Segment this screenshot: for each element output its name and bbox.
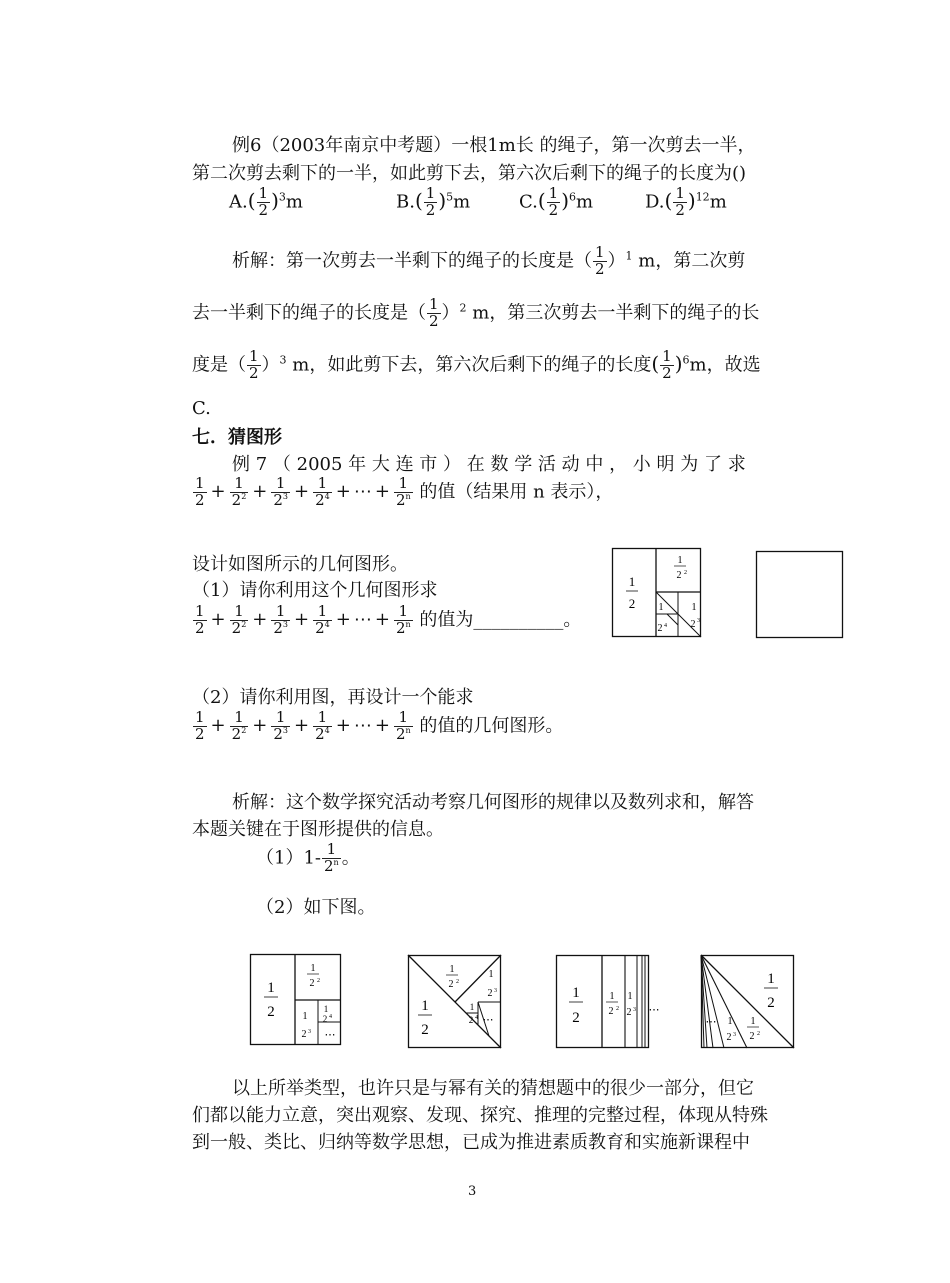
svg-text:1: 1 [691, 602, 697, 613]
svg-text:1: 1 [421, 998, 429, 1014]
svg-text:4: 4 [329, 1014, 332, 1020]
question-1: （1）请你利用这个几何图形求 [192, 580, 438, 601]
answer-1: （1）1- $\frac{1}{2^n}$ 。 [256, 840, 360, 875]
svg-text:3: 3 [633, 1007, 636, 1013]
svg-text:3: 3 [308, 1029, 311, 1035]
svg-text:1: 1 [469, 1002, 475, 1012]
svg-text:⋯: ⋯ [705, 1016, 717, 1028]
closing-line1: 以上所举类型，也许只是与幂有关的猜想题中的很少一部分，但它 [232, 1078, 754, 1099]
option-a: A.( $\frac{1}{2}$ )$^3$m [229, 184, 303, 219]
svg-text:1: 1 [323, 1004, 329, 1014]
svg-text:2: 2 [616, 1006, 619, 1012]
svg-text:2: 2 [322, 1014, 328, 1024]
svg-text:2: 2 [301, 1029, 307, 1040]
closing-line3: 到一般、类比、归纳等数学思想，已成为推进素质教育和实施新课程中 [192, 1132, 750, 1153]
example6-line2: 第二次剪去剩下的一半，如此剪下去，第六次后剩下的绳子的长度为() [192, 163, 747, 184]
svg-text:1: 1 [267, 980, 275, 996]
svg-text:2: 2 [676, 570, 682, 581]
svg-text:1: 1 [658, 602, 664, 613]
series-sum-3: $\frac{1}{2}$ + $\frac{1}{2^2}$ + $\frac{1}{2^3}$ + $\frac{1}{2^4}$ + ⋯ + $\frac{1}{2^n}$ 的值的几何图形。 [195, 708, 564, 743]
svg-text:2: 2 [448, 979, 454, 990]
svg-text:2: 2 [456, 979, 459, 985]
svg-text:1: 1 [677, 555, 683, 566]
svg-text:2: 2 [749, 1031, 755, 1042]
svg-text:⋯: ⋯ [648, 1004, 660, 1016]
svg-text:1: 1 [609, 991, 615, 1002]
svg-text:2: 2 [572, 1010, 580, 1026]
example6-line1: 例6（2003年南京中考题）一根1m长 的绳子，第一次剪去一半， [232, 135, 756, 156]
series-sum-1: $\frac{1}{2}$ + $\frac{1}{2^2}$ + $\frac{1}{2^3}$ + $\frac{1}{2^4}$ + ⋯ + $\frac{1}{2^n}$ 的值（结果用 n 表示）， [195, 474, 614, 509]
example7-solution-line2: 本题关键在于图形提供的信息。 [192, 819, 444, 840]
svg-text:2: 2 [767, 995, 775, 1011]
svg-text:2: 2 [267, 1004, 275, 1020]
example6-solution-line2: 去一半剩下的绳子的长度是（ $\frac{1}{2}$ ）$^2$ m，第三次剪去一半剩下的绳子的长 [192, 295, 760, 330]
example6-solution-line1: 析解：第一次剪去一半剩下的绳子的长度是（ $\frac{1}{2}$ ）$^1$ m，第二次剪 [232, 243, 746, 278]
svg-text:4: 4 [475, 1015, 478, 1021]
question-2: （2）请你利用图，再设计一个能求 [192, 687, 474, 708]
example6-answer: C. [192, 398, 211, 419]
svg-text:1: 1 [488, 969, 494, 980]
geometric-figure-original [612, 548, 702, 638]
answer-figure-4 [701, 955, 795, 1049]
example7-line3: 设计如图所示的几何图形。 [192, 554, 408, 575]
svg-text:2: 2 [657, 623, 663, 634]
example7-line1: 例 7 （ 2005 年 大 连 市 ） 在 数 学 活 动 中 ， 小 明 为 了 求 [232, 454, 746, 475]
example6-solution-line3: 度是（ $\frac{1}{2}$ ）$^3$ m，如此剪下去，第六次后剩下的绳子的长度( $\frac{1}{2}$ )$^6$m，故选 [192, 347, 761, 382]
svg-text:2: 2 [684, 570, 687, 576]
svg-text:4: 4 [664, 623, 667, 629]
blank-square-figure [756, 551, 844, 639]
svg-text:1: 1 [750, 1016, 756, 1027]
svg-text:1: 1 [449, 964, 455, 975]
svg-text:1: 1 [767, 971, 775, 987]
svg-text:1: 1 [572, 985, 580, 1001]
answer-figure-3 [556, 955, 660, 1049]
svg-text:2: 2 [608, 1006, 614, 1017]
svg-text:2: 2 [421, 1022, 429, 1038]
page-number: 3 [468, 1184, 477, 1199]
option-b: B.( $\frac{1}{2}$ )$^5$m [396, 184, 471, 219]
answer-figure-2 [408, 955, 502, 1049]
closing-line2: 们都以能力立意，突出观察、发现、探究、推理的完整过程，体现从特殊 [192, 1105, 768, 1126]
series-sum-2: $\frac{1}{2}$ + $\frac{1}{2^2}$ + $\frac{1}{2^3}$ + $\frac{1}{2^4}$ + ⋯ + $\frac{1}{2^n}$ 的值为__________。 [195, 602, 582, 637]
svg-text:2: 2 [487, 988, 493, 999]
svg-text:⋯: ⋯ [482, 1014, 494, 1026]
svg-text:2: 2 [626, 1007, 632, 1018]
svg-text:1: 1 [302, 1011, 308, 1022]
svg-text:3: 3 [733, 1032, 736, 1038]
answer-2: （2）如下图。 [256, 897, 376, 918]
example7-solution-line1: 析解：这个数学探究活动考察几何图形的规律以及数列求和，解答 [232, 792, 754, 813]
svg-text:1: 1 [727, 1016, 733, 1027]
svg-text:2: 2 [309, 978, 315, 989]
svg-text:2: 2 [317, 978, 320, 984]
option-d: D.( $\frac{1}{2}$ )$^{12}$m [645, 184, 727, 219]
svg-text:1: 1 [628, 574, 636, 589]
svg-text:3: 3 [697, 618, 700, 624]
option-c: C.( $\frac{1}{2}$ )$^6$m [519, 184, 594, 219]
svg-text:3: 3 [494, 988, 497, 994]
svg-text:2: 2 [757, 1031, 760, 1037]
svg-text:2: 2 [468, 1015, 474, 1025]
svg-text:1: 1 [627, 991, 633, 1002]
svg-text:2: 2 [726, 1032, 732, 1043]
svg-text:1: 1 [310, 963, 316, 974]
svg-text:2: 2 [628, 596, 636, 611]
svg-text:2: 2 [690, 619, 696, 630]
svg-text:⋯: ⋯ [324, 1029, 336, 1041]
answer-figure-1 [250, 954, 342, 1046]
section-heading: 七．猜图形 [192, 427, 282, 448]
